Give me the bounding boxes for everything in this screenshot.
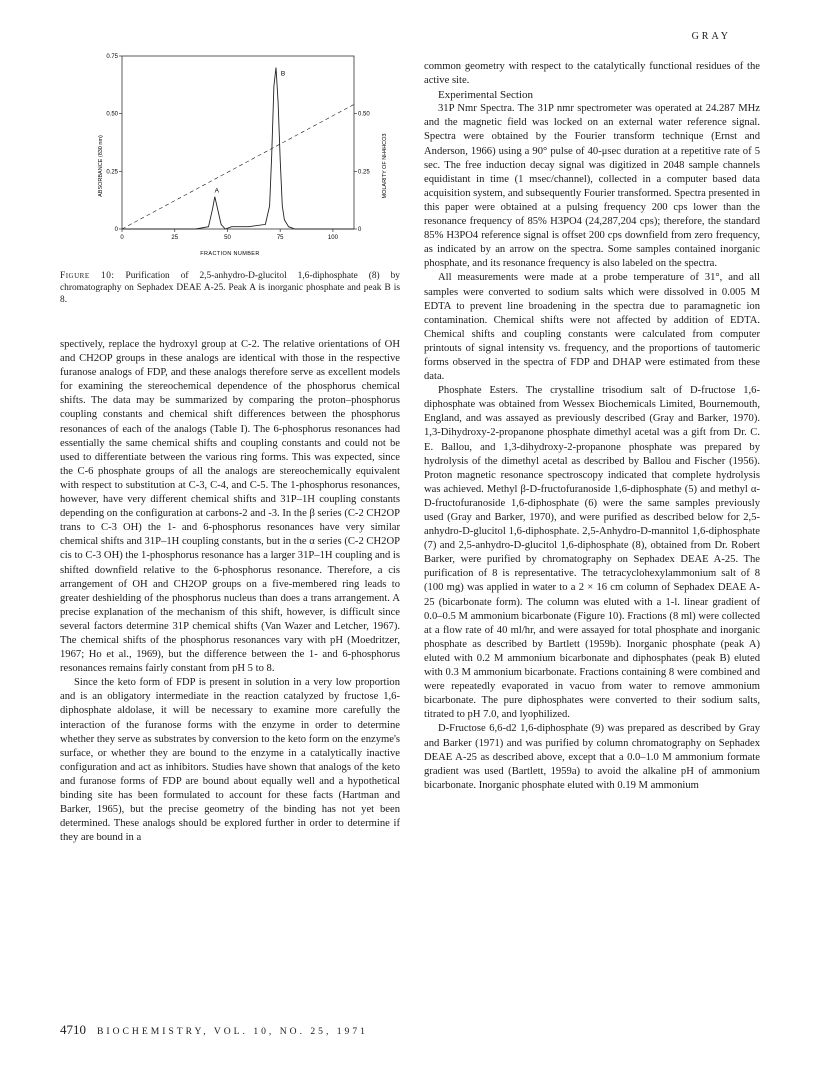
right-paragraph-4: D-Fructose 6,6-d2 1,6-diphosphate (9) was prepared as described by Gray and Barker (1971) and was purified by column chromatography on Sephadex DEAE A-25 as described above, except that a 0.0–1.0 M ammonium formate gradient was used (Bartlett, 1959a) to avoid the alkaline pH of ammonium bicarbonate. Inorganic phosphate eluted with 0.19 M ammonium [424,723,760,791]
left-tick-label: 0.50 [106,111,118,118]
right-tick-label: 0.25 [358,169,370,176]
plot-frame [122,56,354,229]
section-title: Experimental Section [438,89,533,102]
running-head: GRAY [691,31,731,42]
series-layer [122,68,354,230]
left-tick-label: 0.75 [106,54,118,60]
left-paragraph-2: Since the keto form of FDP is present in solution in a very low proportion and is an obligatory intermediate in the reaction catalyzed by fructose 1,6-diphosphate aldolase, it will be necessary to examine more carefully the interaction of the furanose forms with the enzyme in order to determine whether they serve as substrates by conversion to the keto form on the enzyme's surface, or whether they are bound to the enzyme in a catalytically inactive configuration and act as inhibitors. Studies have shown that analogs of the keto and furanose forms of FDP are bound about equally well and a hypothetical binding site has been formulated to account for these facts (Hartman and Barker, 1965), but the precise geometry of the binding has not yet been determined. These analogs should be explored further in order to determine if they are bound in a [60,677,400,844]
left-tick-label: 0.25 [106,169,118,176]
figure-caption [60,270,400,307]
gradient-line [122,104,354,229]
chromatography-chart [60,46,405,261]
right-tick-label: 0.50 [358,111,370,118]
x-axis-ticks [120,229,338,241]
right-paragraph-2: All measurements were made at a probe temperature of 31°, and all samples were converted to sodium salts which were dissolved in 0.005 M EDTA to prevent line broadening in the spectra due to paramagnetic ion contamination. Chemical shifts were not affected by addition of EDTA. Chemical shifts and coupling constants were calculated from computer printouts of signal intensity vs. frequency, and the proportions of tautomeric forms observed in the spectra of FDP and DHAP were estimated from these data. [424,272,760,383]
left-tick-label: 0 [114,227,118,233]
peak-label-a: A [214,187,219,195]
right-tick-label: 0 [358,227,362,233]
annotation-layer [215,71,286,195]
caption-text: Purification of 2,5-anhydro-D-glucitol 1,6-diphosphate (8) by chromatography on Sephadex DEAE A-25. Peak A is inorganic phosphate and peak B is 8. [60,271,400,306]
page-number: 4710 [60,1022,86,1037]
x-tick-label: 0 [120,235,124,241]
x-tick-label: 50 [224,235,231,241]
absorbance-line [122,68,354,230]
figure-10 [60,46,405,261]
left-column [60,338,400,845]
right-paragraph-0: common geometry with respect to the catalytically functional residues of the active site. [424,61,760,87]
right-paragraph-3: Phosphate Esters. The crystalline trisodium salt of D-fructose 1,6-diphosphate was obtained from Wessex Biochemicals Limited, Bournemouth, England, and was assayed as previously described (Gray and Barker, 1970). 1,3-Dihydroxy-2-propanone phosphate dimethyl acetal was a gift from Dr. C. E. Ballou, and 1,3-dihydroxy-2-propanone phosphate was prepared by hydrolysis of the dimethyl acetal as described by Ballou and Fischer (1956). Proton magnetic resonance spectroscopy indicated that complete hydrolysis was achieved. Methyl β-D-fructofuranoside 1,6-diphosphate (5) and methyl α-D-fructofuranoside 1,6-diphosphate (6) were the same samples previously used (Gray and Barker, 1970), and were purified as described below for 2,5-anhydro-D-glucitol 1,6-diphosphate. 2,5-Anhydro-D-mannitol 1,6-diphosphate (7) and 2,5-anhydro-D-glucitol 1,6-diphosphate (8), obtained from Dr. Robert Barker, were purified by chromatography on Sephadex DEAE A-25. The purification of 8 is representative. The tetracyclohexylammonium salt of 8 (100 mg) was applied in water to a 2 × 16 cm column of Sephadex DEAE A-25 (bicarbonate form). The column was eluted with a 1-l. linear gradient of 0.0–0.5 M ammonium bicarbonate (Figure 10). Fractions (8 ml) were collected at a flow rate of 40 ml/hr, and were assayed for total phosphate and inorganic phosphate as described by Bartlett (1959b). Inorganic phosphate (peak A) eluted with 0.2 M ammonium bicarbonate and diphosphates (peak B) eluted with 0.3 M ammonium bicarbonate. Fractions containing 8 were combined and were repeatedly evaporated in vacuo from water to remove ammonium bicarbonate. The pure diphosphates were converted to their sodium salts, titrated to pH 7.0, and lyophilized. [424,385,760,721]
x-tick-label: 75 [276,235,284,241]
page-footer [60,1022,368,1038]
right-axis-ticks [354,112,370,233]
journal-info: BIOCHEMISTRY, VOL. 10, NO. 25, 1971 [97,1026,368,1037]
left-paragraph-1: spectively, replace the hydroxyl group at C-2. The relative orientations of OH and CH2OP groups in these analogs are identical with those in the respective furanose analogs of FDP, and these analogs therefore serve as excellent models for examining the stereochemical dependence of the phosphorus chemical shifts. The data may be summarized by comparing the proton–phosphorus coupling constants and chemical shift differences between the phosphorus resonances of each of the analogs (Table I). The 6-phosphorus resonances had essentially the same chemical shifts and coupling constants and could not be used to differentiate between the various ring forms. This was expected, since the C-6 phosphate groups of all the analogs are stereochemically equivalent with respect to substitution at C-3, C-4, and C-5. The 1-phosphorus resonances, however, have very different chemical shifts and 31P–1H coupling constants depending on the configuration at carbons-2 and -3. In the β series (C-2 CH2OP trans to C-3 OH) the 1- and 6-phosphorus resonances have very similar chemical shifts and 31P–1H coupling constants, but in the α series (C-2 CH2OP cis to C-3 OH) the 1-phosphorus resonance has a larger 31P–1H coupling and is shifted downfield relative to the 6-phosphorus resonance. Therefore, a cis arrangement of OH and CH2OP groups on a five-membered ring leads to greater deshielding of the phosphorus nucleus than does a trans arrangement. A precise explanation of the mechanism of this shift, however, is difficult since several factors determine 31P chemical shifts (Van Wazer and Letcher, 1967). The chemical shifts of the phosphorus resonances vary with pH (Moedritzer, 1967; Ho et al., 1969), but the difference between the 1- and 6-phosphorus resonances remains fairly constant from pH 5 to 8. [60,339,400,675]
peak-label-b: B [280,70,286,78]
x-axis-label: FRACTION NUMBER [200,251,260,257]
caption-label: Figure 10: [60,271,115,281]
left-axis-ticks [106,54,122,233]
y-axis-label-left: ABSORBANCE (830 nm) [98,135,104,197]
right-paragraph-1: 31P Nmr Spectra. The 31P nmr spectrometer was operated at 24.287 MHz and the magnetic field was locked on an external water reference signal. Spectra were obtained by the Fourier transform technique (Ernst and Anderson, 1966) using a 90° pulse of 40-μsec duration at a repetitive rate of 5 sec. The free induction decay signal was digitized in 2048 sample channels equidistant in time (1 msec/channel), collected in a computer based data acquisition system, and subsequently Fourier transformed. Spectra presented in this paper were obtained at a pulsing frequency 200 cps lower than the resonance frequency of 85% H3PO4 (24,287,204 cps); therefore, the standard 85% H3PO4 reference signal is offset 200 cps downfield from zero frequency, as indicated by an arrow on the spectra. Some samples contained inorganic phosphate, and its resonance frequency is also labeled on the spectra. [424,103,760,270]
y-axis-label-right: MOLARITY OF NH4HCO3 [382,133,388,199]
x-tick-label: 25 [171,235,179,241]
right-column [424,60,760,793]
x-tick-label: 100 [327,235,338,241]
